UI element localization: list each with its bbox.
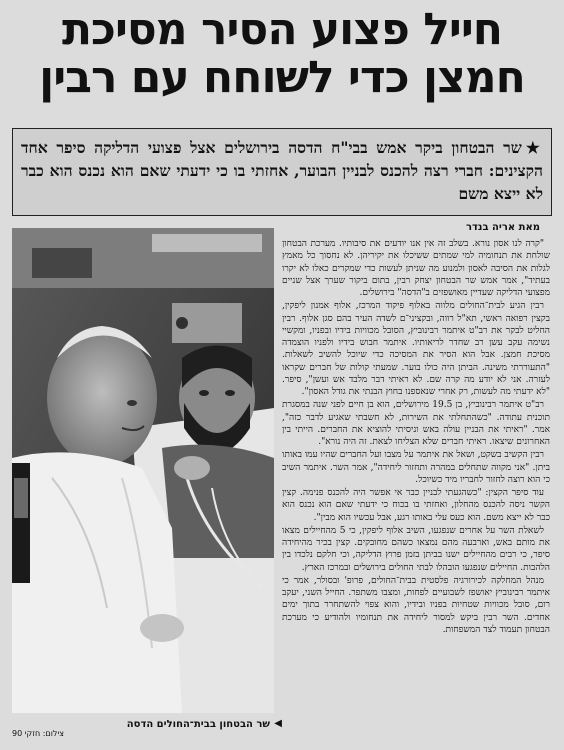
article-paragraph: "קרה לנו אסון נורא. בשלב זה אין אנו יודעים את סיבותיו. מערכת הבטחון שולחת את תנחומיה למי שמתים ששיכלו את יקיריהן. לא נחסוך כל מאמץ לגלות את הסיבה לאסון ולמנוע מה שניתן לעשות כדי שמקרים כאלו לא יקרו בעתיד", אמר אמש שר הבטחון יצחק רבין, בתום ביקור שערך אצל שניים מפצועי הדליקה שעדיין מאושפזים ב"הדסה" בירושלים. xyxy=(282,239,550,298)
photo-credit: צילום: חזקי 90 xyxy=(12,729,64,738)
article-paragraph: עוד סיפר הקצין: "כשהגעתי לבניין כבר אי אפשר היה להכנס פנימה. קצין הקשר ניסה להכנס מהחלון, ואחזתי בו בכוח כי ידעתי שאם הוא נכנס הוא כבר לא ייצא משם. הוא כעס עלי באותו רגע, אבל עכשיו הוא מבין". xyxy=(282,488,550,523)
subheadline-line-3: אחזתי בו כי ידעתי שאם הוא נכנס הוא כבר לא ייצא משם xyxy=(21,161,543,203)
star-icon: ★ xyxy=(525,138,543,157)
article-paragraph: רבין הקשיב בשקט, ושאל את איתמר על מצבו ועל החברים שהיו עמו באותו ביתן. "אני מקווה שתחלים במהרה ותחזור ליחידה", אמר השר. איתמר השיב כי הוא רוצה לחזור לחבריו מיד כשיוכל. xyxy=(282,450,550,485)
subheadline-box xyxy=(12,128,552,216)
article-paragraph: רב"ט איתמר רבינוביץ, בן 19.5 מירושלים, הוא בן חיים לפני שנה במסגרת תוכנית עתודה. "כשהתחלתי את השירות, לא חשבתי שאגיע לדבר כזה", אמר. "ראיתי את הבניין עולה באש וניסיתי להוציא את החברים. הייתי בין האחרונים שיצאו. ראיתי חברים שלא הצליחו לצאת. זה היה נורא". xyxy=(282,400,550,447)
article-body xyxy=(282,238,550,744)
photo-caption xyxy=(12,715,282,741)
caption-text: שר הבטחון בבית־החולים הדסה xyxy=(126,719,270,730)
subheadline-line-2: סיפר אחד הקצינים: חברי רצה להכנס לבניין הבוער, xyxy=(21,138,543,180)
article-paragraph: מנהל המחלקה לכירורגיה פלסטית בבית־החולים, פרופ' ובסולר, אמר כי איתמר רבינוביץ יאושפז לשבועיים לפחות, ומצבו משתפר. החייל השני, יעקב רום, סובל מכוויות שטחיות בפניו ובידיו, והוא צפוי להשתחרר בתוך ימים אחדים. השר רבין ביקש למסור ליחידה את תנחומיו ולהודיע כי מערכת הבטחון תעמוד לצד המשפחות. xyxy=(282,575,550,635)
headline-line-1: חייל פצוע הסיר מסיכת xyxy=(61,4,503,55)
byline: מאת אריה בנדר xyxy=(466,222,540,233)
headline xyxy=(12,4,552,103)
subheadline-line-1: שר הבטחון ביקר אמש בבי"ח הדסה בירושלים אצל פצועי הדליקה xyxy=(94,138,522,157)
headline-line-2: חמצן כדי לשוחח עם רבין xyxy=(39,52,525,103)
hospital-visit-photo xyxy=(12,228,274,713)
news-photo xyxy=(12,228,274,713)
article-paragraph: רבין הגיע לבית־החולים מלווה באלוף פיקוד המרכז, אלוף אמנון ליפקין, בקצין רפואה ראשי, תא"ל רווה, ובקציני־ם לשדה העיר בהם סגן אלוף. רבין החליט לבקר את רב"ט איתמר רבינוביץ, הסובל מכוויות בידיו ובפניו, ומקשיי נשימה עקב עשן רב שחדר לריאותיו. איתמר חבוש בידיו ולפניו הוצמדה מסיכת חמצן. אבל הוא הסיר את המסיכה כדי שיוכל להשיב לשאלות. "התעוררתי משינה. הביתן היה כולו בוער. שמעתי קולות של חברים שקראו לעזרה. אני לא יודע מה קרה שם. לא ראיתי דבר מלבד אש ועשן", סיפר. "לא ידעתי מה לעשות, רק אחרי שנאספנו בחוץ הבנתי את גודל האסון". xyxy=(282,301,550,397)
caption-marker-icon: ◀ xyxy=(274,718,282,729)
article-paragraph: לשאלת השר על אחרים שנפגעו, השיב אלוף ליפקין, כי 5 מהחיילים מצאו את מותם באש, וארבעה מהם נמצאו כשהם מחובקים. קצין בכיר מהיחידה סיפר, כי רבים מהחיילים ישנו בביתן בזמן פרוץ הדליקה, וכי חלקם נלכדו בין הלהבות. החיילים שנפגעו הובהלו לבתי החולים בירושלים ובמרכז הארץ. xyxy=(282,525,550,573)
